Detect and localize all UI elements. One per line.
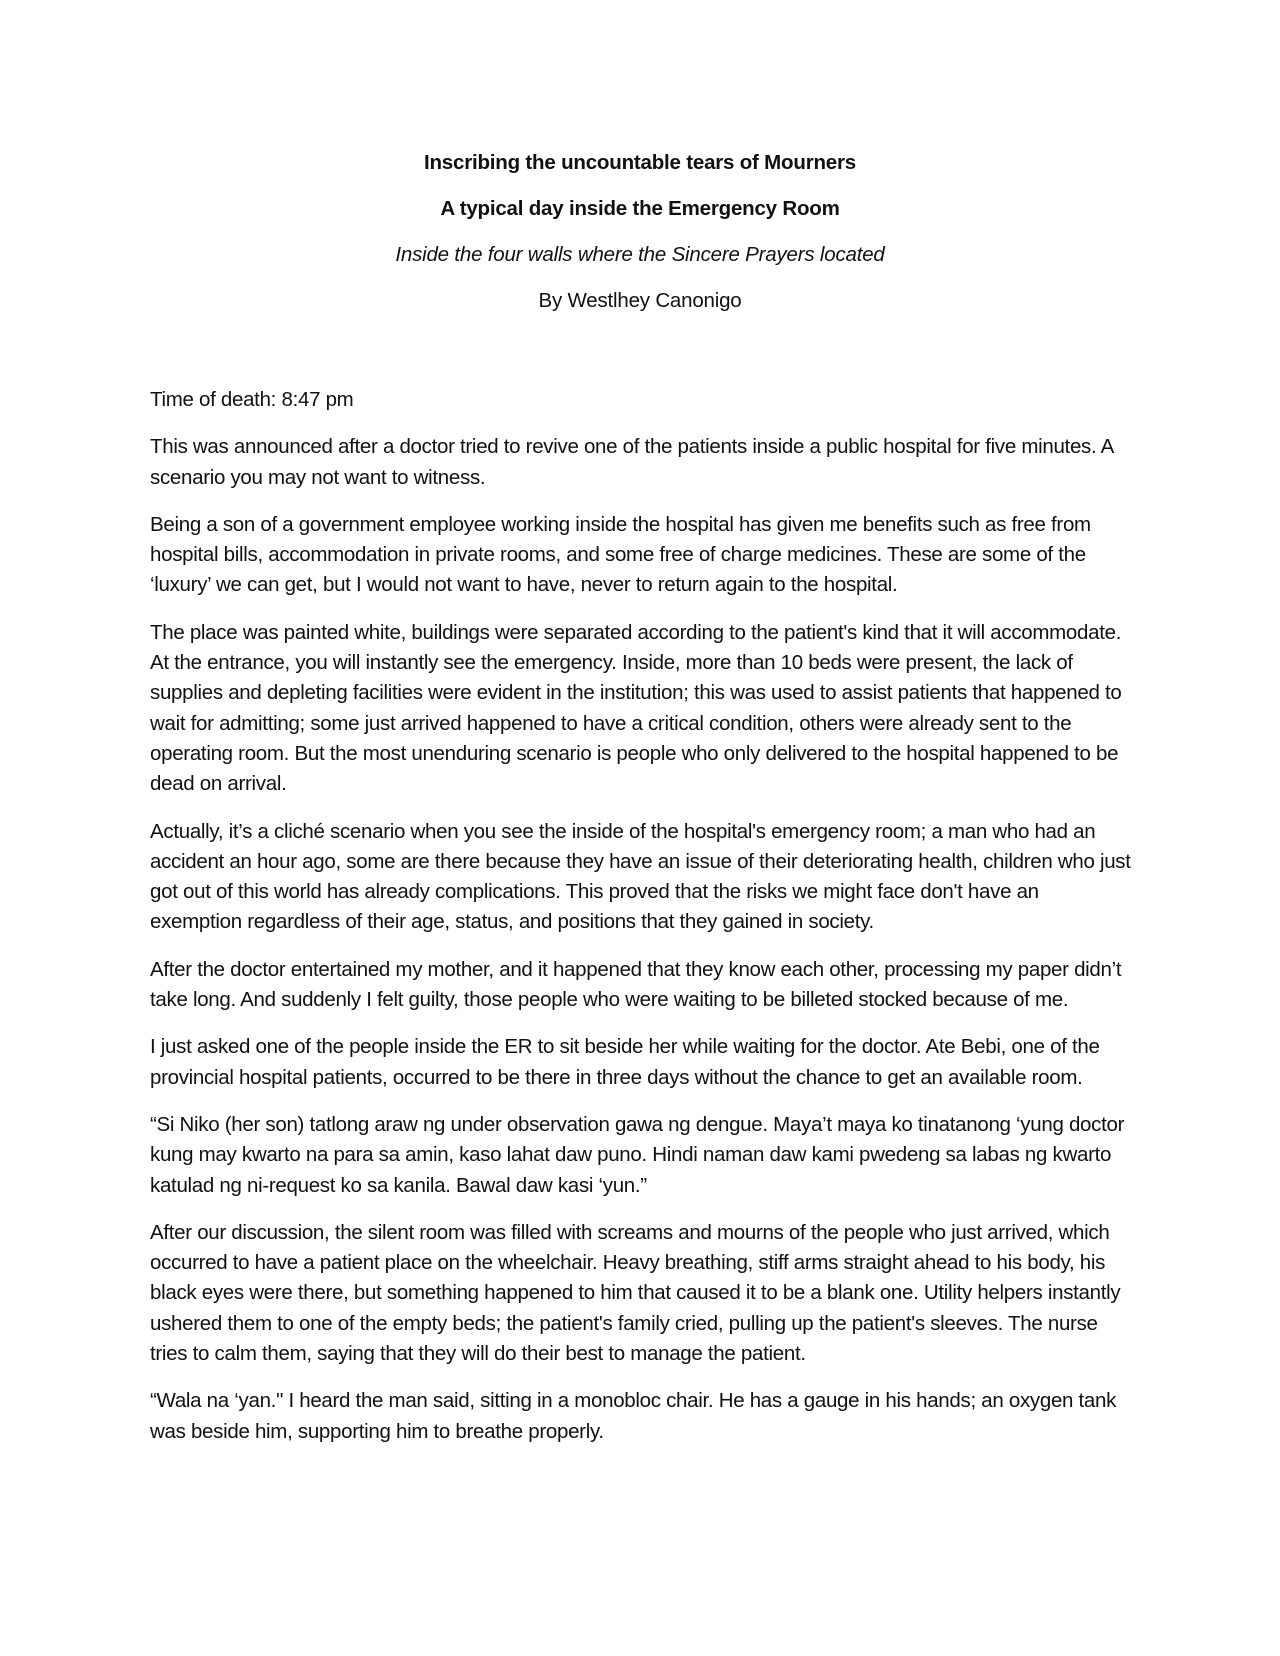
paragraph: This was announced after a doctor tried to revive one of the patients inside a public hospital for five minutes. A scenario you may not want to witness. — [150, 435, 1113, 489]
paragraph: Actually, it’s a cliché scenario when you see the inside of the hospital's emergency room; a man who had an accident an hour ago, some are there because they have an issue of their deteriorating health, children who just got out of this world has already complications. This proved that the risks we might face don't have an exemption regardless of their age, status, and positions that they gained in society. — [150, 819, 1131, 934]
document-tagline: Inside the four walls where the Sincere Prayers located — [395, 243, 885, 266]
paragraph: The place was painted white, buildings were separated according to the patient's kind that it will accommodate. At the entrance, you will instantly see the emergency. Inside, more than 10 beds were present, the lack of supplies and depleting facilities were evident in the institution; this was used to assist patients that happened to wait for admitting; some just arrived happened to have a critical condition, others were already sent to the operating room. But the most unenduring scenario is people who only delivered to the hospital happened to be dead on arrival. — [150, 620, 1122, 796]
author-byline: By Westlhey Canonigo — [538, 289, 742, 312]
document-title: Inscribing the uncountable tears of Mourners — [423, 151, 856, 174]
document-header — [150, 150, 1130, 314]
document-subtitle: A typical day inside the Emergency Room — [440, 197, 840, 220]
paragraph-time-of-death: Time of death: 8:47 pm — [150, 388, 354, 411]
paragraph: I just asked one of the people inside the ER to sit beside her while waiting for the doctor. Ate Bebi, one of the provincial hospital patients, occurred to be there in three days without the chance to get an available room. — [150, 1035, 1100, 1089]
paragraph: After our discussion, the silent room was filled with screams and mourns of the people who just arrived, which occurred to have a patient place on the wheelchair. Heavy breathing, stiff arms straight ahead to his body, his black eyes were there, but something happened to him that caused it to be a blank one. Utility helpers instantly ushered them to one of the empty beds; the patient's family cried, pulling up the patient's sleeves. The nurse tries to calm them, saying that they will do their best to manage the patient. — [150, 1220, 1121, 1366]
document-body — [150, 385, 1135, 1464]
paragraph-quote: “Wala na ‘yan." I heard the man said, sitting in a monobloc chair. He has a gauge in his hands; an oxygen tank was beside him, supporting him to breathe properly. — [150, 1389, 1117, 1443]
paragraph: After the doctor entertained my mother, and it happened that they know each other, processing my paper didn’t take long. And suddenly I felt guilty, those people who were waiting to be billeted stocked because of me. — [150, 957, 1122, 1012]
paragraph-quote: “Si Niko (her son) tatlong araw ng under observation gawa ng dengue. Maya’t maya ko tinatanong ‘yung doctor kung may kwarto na para sa amin, kaso lahat daw puno. Hindi naman daw kami pwedeng sa labas ng kwarto katulad ng ni-request ko sa kanila. Bawal daw kasi ‘yun.” — [150, 1112, 1125, 1197]
paragraph: Being a son of a government employee working inside the hospital has given me benefits such as free from hospital bills, accommodation in private rooms, and some free of charge medicines. These are some of the ‘luxury’ we can get, but I would not want to have, never to return again to the hospital. — [150, 512, 1091, 597]
